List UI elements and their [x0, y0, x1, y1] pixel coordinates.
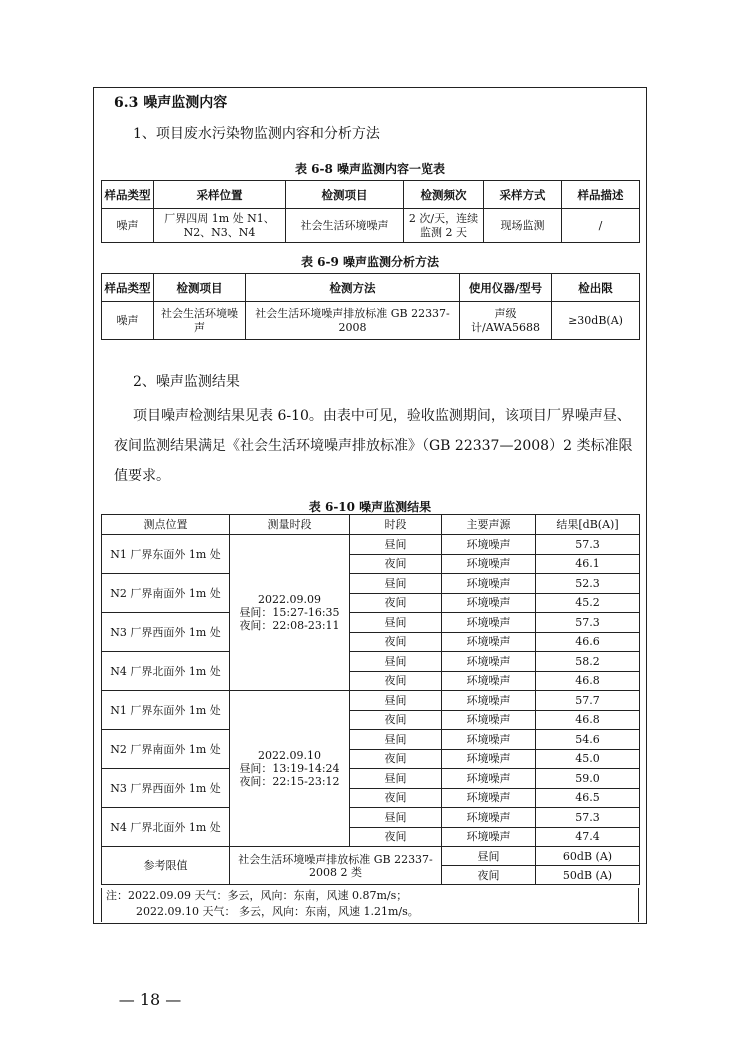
section-title: 6.3 噪声监测内容	[114, 95, 228, 111]
page-number: — 18 —	[118, 990, 182, 1009]
result-value: 58.2	[536, 652, 640, 672]
period-day: 昼间	[350, 808, 442, 828]
result-paragraph: 项目噪声检测结果见表 6-10。由表中可见，验收监测期间，该项目厂界噪声昼、夜间监测结果满足《社会生活环境噪声排放标准》（GB 22337—2008）2 类标准限值要求。	[114, 408, 633, 484]
period-day: 昼间	[350, 535, 442, 555]
source: 环境噪声	[442, 749, 536, 769]
result-value: 59.0	[536, 769, 640, 789]
th-sample-type: 样品类型	[102, 274, 154, 302]
point-n4: N4 厂界北面外 1m 处	[102, 808, 230, 847]
th-test-item: 检测项目	[154, 274, 246, 302]
table-cell: 声级计/AWA5688	[460, 302, 552, 340]
source: 环境噪声	[442, 574, 536, 594]
source: 环境噪声	[442, 730, 536, 750]
point-n1: N1 厂界东面外 1m 处	[102, 535, 230, 574]
point-n3: N3 厂界西面外 1m 处	[102, 769, 230, 808]
th-result: 结果[dB(A)]	[536, 515, 640, 535]
period-day: 昼间	[350, 691, 442, 711]
period-day: 昼间	[350, 574, 442, 594]
item1-heading: 1、项目废水污染物监测内容和分析方法	[133, 126, 380, 142]
ref-day-limit: 60dB (A)	[536, 847, 640, 866]
period-night: 夜间	[350, 593, 442, 613]
day-time: 昼间：15:27-16:35	[239, 606, 340, 619]
ref-period-night: 夜间	[442, 866, 536, 885]
source: 环境噪声	[442, 535, 536, 555]
ref-label: 参考限值	[102, 847, 230, 885]
source: 环境噪声	[442, 652, 536, 672]
period-night: 夜间	[350, 554, 442, 574]
ref-night-limit: 50dB (A)	[536, 866, 640, 885]
result-value: 45.0	[536, 749, 640, 769]
th-test-item: 检测项目	[286, 181, 404, 209]
result-value: 57.3	[536, 535, 640, 555]
date: 2022.09.10	[258, 749, 321, 762]
table-cell: 噪声	[102, 302, 154, 340]
th-detection-limit: 检出限	[552, 274, 640, 302]
th-sample-location: 采样位置	[154, 181, 286, 209]
table-cell: 噪声	[102, 209, 154, 243]
point-n1: N1 厂界东面外 1m 处	[102, 691, 230, 730]
table-cell: ≥30dB(A)	[552, 302, 640, 340]
th-frequency: 检测频次	[404, 181, 484, 209]
th-measure-time: 测量时段	[230, 515, 350, 535]
th-sample-method: 采样方式	[484, 181, 562, 209]
table610-caption: 表 6-10 噪声监测结果	[308, 500, 432, 514]
source: 环境噪声	[442, 671, 536, 691]
source: 环境噪声	[442, 613, 536, 633]
table-cell: /	[562, 209, 640, 243]
ref-period-day: 昼间	[442, 847, 536, 866]
table-cell: 社会生活环境噪声排放标准 GB 22337-2008	[246, 302, 460, 340]
result-value: 45.2	[536, 593, 640, 613]
source: 环境噪声	[442, 710, 536, 730]
night-time: 夜间：22:15-23:12	[239, 775, 340, 788]
time-block-day1	[230, 535, 350, 691]
result-value: 57.7	[536, 691, 640, 711]
th-sample-desc: 样品描述	[562, 181, 640, 209]
table-6-8	[101, 180, 640, 243]
period-night: 夜间	[350, 788, 442, 808]
th-period: 时段	[350, 515, 442, 535]
source: 环境噪声	[442, 632, 536, 652]
source: 环境噪声	[442, 593, 536, 613]
table-cell: 2 次/天，连续监测 2 天	[404, 209, 484, 243]
note-line-1: 注：2022.09.09 天气：多云，风向：东南，风速 0.87m/s；	[106, 889, 408, 902]
period-night: 夜间	[350, 632, 442, 652]
point-n3: N3 厂界西面外 1m 处	[102, 613, 230, 652]
period-night: 夜间	[350, 749, 442, 769]
source: 环境噪声	[442, 769, 536, 789]
table-cell: 社会生活环境噪声	[154, 302, 246, 340]
point-n2: N2 厂界南面外 1m 处	[102, 574, 230, 613]
day-time: 昼间：13:19-14:24	[239, 762, 340, 775]
source: 环境噪声	[442, 554, 536, 574]
result-value: 46.1	[536, 554, 640, 574]
point-n2: N2 厂界南面外 1m 处	[102, 730, 230, 769]
th-point: 测点位置	[102, 515, 230, 535]
period-night: 夜间	[350, 827, 442, 847]
table-6-9	[101, 273, 640, 340]
night-time: 夜间：22:08-23:11	[239, 619, 340, 632]
item2-heading: 2、噪声监测结果	[133, 374, 240, 390]
source: 环境噪声	[442, 691, 536, 711]
result-value: 46.5	[536, 788, 640, 808]
source: 环境噪声	[442, 808, 536, 828]
result-value: 46.8	[536, 710, 640, 730]
time-block-day2	[230, 691, 350, 847]
th-source: 主要声源	[442, 515, 536, 535]
th-instrument: 使用仪器/型号	[460, 274, 552, 302]
table69-caption: 表 6-9 噪声监测分析方法	[300, 255, 440, 269]
period-day: 昼间	[350, 730, 442, 750]
weather-note	[101, 888, 639, 922]
result-value: 52.3	[536, 574, 640, 594]
th-test-method: 检测方法	[246, 274, 460, 302]
period-night: 夜间	[350, 671, 442, 691]
result-value: 57.3	[536, 808, 640, 828]
result-value: 46.8	[536, 671, 640, 691]
th-sample-type: 样品类型	[102, 181, 154, 209]
ref-standard: 社会生活环境噪声排放标准 GB 22337-2008 2 类	[230, 847, 442, 885]
table-cell: 厂界四周 1m 处 N1、N2、N3、N4	[154, 209, 286, 243]
result-value: 47.4	[536, 827, 640, 847]
source: 环境噪声	[442, 827, 536, 847]
table-cell: 现场监测	[484, 209, 562, 243]
note-line-2: 2022.09.10 天气： 多云，风向：东南，风速 1.21m/s。	[136, 905, 419, 918]
table68-caption: 表 6-8 噪声监测内容一览表	[294, 162, 446, 176]
table-6-10	[101, 514, 640, 885]
period-day: 昼间	[350, 769, 442, 789]
period-day: 昼间	[350, 652, 442, 672]
result-value: 57.3	[536, 613, 640, 633]
result-value: 54.6	[536, 730, 640, 750]
table-cell: 社会生活环境噪声	[286, 209, 404, 243]
source: 环境噪声	[442, 788, 536, 808]
period-day: 昼间	[350, 613, 442, 633]
period-night: 夜间	[350, 710, 442, 730]
result-value: 46.6	[536, 632, 640, 652]
point-n4: N4 厂界北面外 1m 处	[102, 652, 230, 691]
date: 2022.09.09	[258, 593, 321, 606]
